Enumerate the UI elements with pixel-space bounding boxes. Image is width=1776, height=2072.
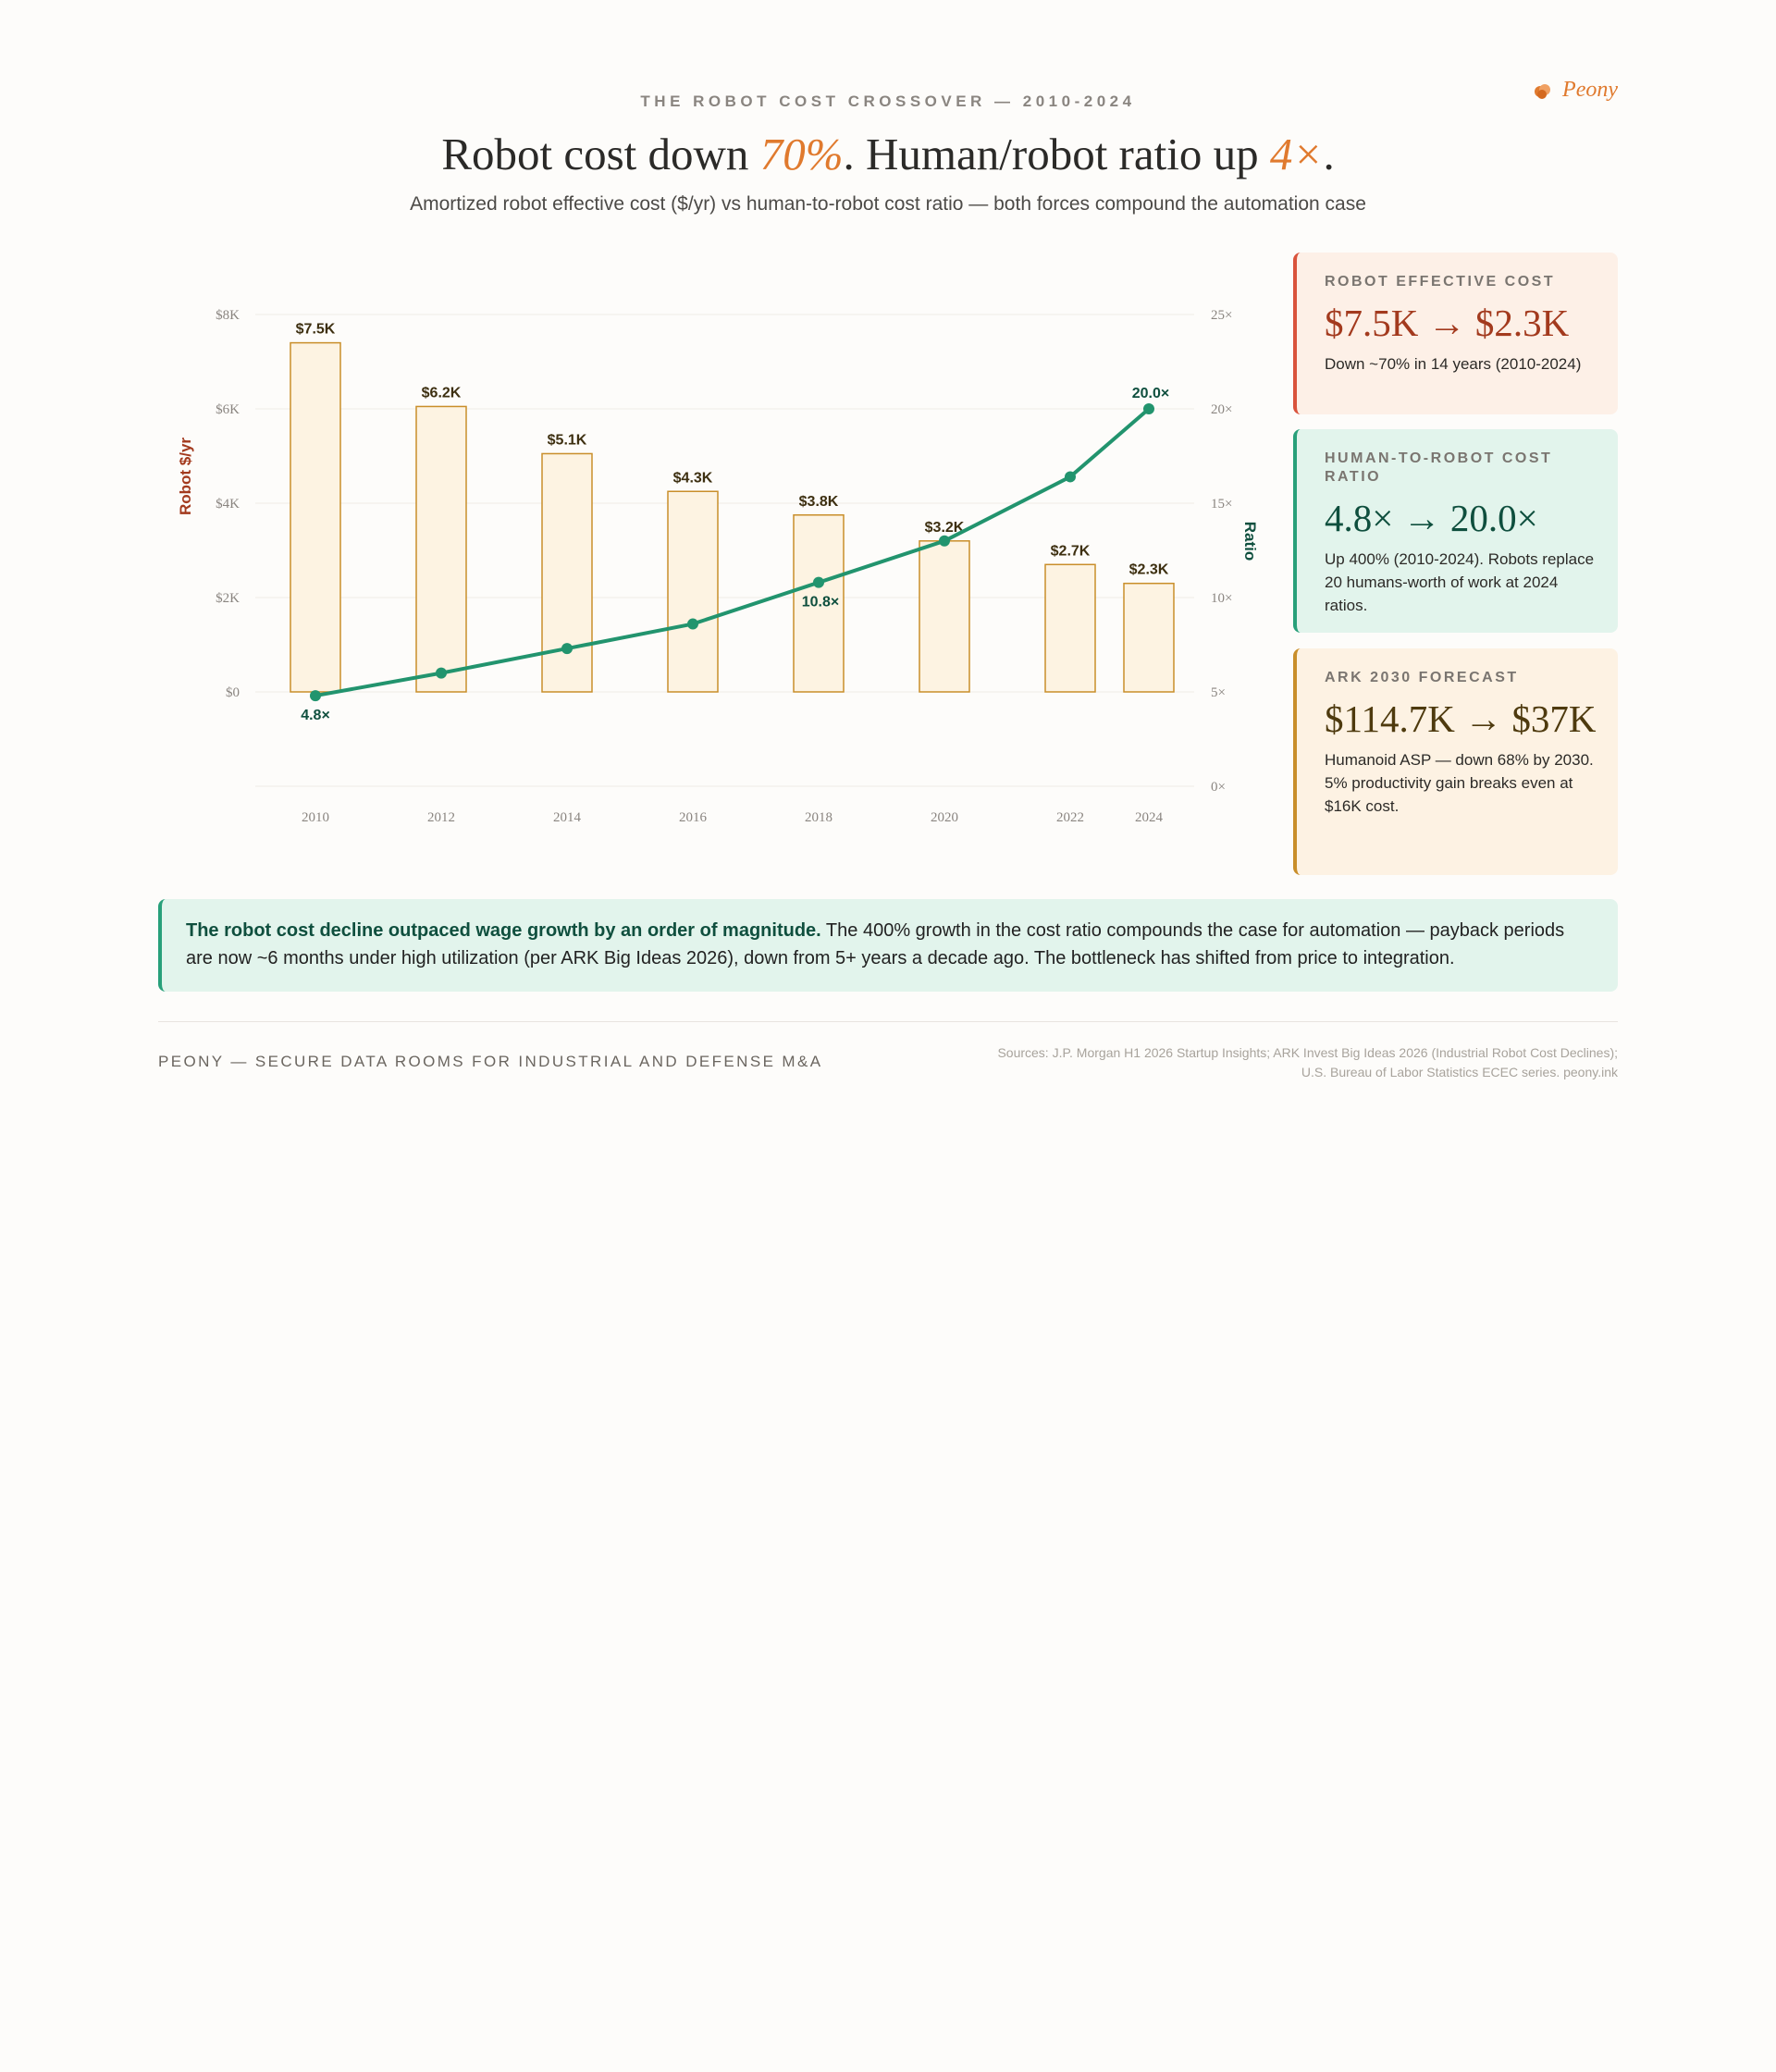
- y-left-tick-label: $6K: [216, 402, 240, 417]
- ratio-point-label: 10.8×: [801, 594, 840, 610]
- footer-divider: [158, 1021, 1618, 1022]
- insight-bold: The robot cost decline outpaced wage growth by an order of magnitude.: [186, 920, 821, 941]
- bar-value-label: $3.2K: [924, 519, 965, 536]
- card-ark-forecast: [1293, 648, 1618, 875]
- card-robot-effective-cost: [1293, 253, 1618, 414]
- bar: [1124, 584, 1174, 692]
- bar: [1045, 564, 1095, 692]
- x-tick-label: 2018: [805, 810, 832, 825]
- sources-line-2: U.S. Bureau of Labor Statistics ECEC series. peony.ink: [1301, 1065, 1618, 1079]
- ratio-point: [687, 619, 698, 630]
- y-left-tick-label: $4K: [216, 497, 240, 512]
- bar: [542, 453, 592, 692]
- card-value: $114.7K → $37K: [1325, 697, 1597, 740]
- footer-sources: [896, 1043, 1618, 1082]
- y-right-tick-label: 10×: [1211, 591, 1233, 606]
- footer-tagline: PEONY — SECURE DATA ROOMS FOR INDUSTRIAL AND DEFENSE M&A: [158, 1053, 823, 1070]
- bar-value-label: $2.3K: [1128, 561, 1169, 578]
- card-value: $7.5K → $2.3K: [1325, 302, 1570, 344]
- card-cost-ratio: [1293, 429, 1618, 633]
- subtitle: Amortized robot effective cost ($/yr) vs human-to-robot cost ratio — both forces compound the automation case: [410, 193, 1366, 215]
- x-tick-label: 2010: [302, 810, 329, 825]
- y-left-tick-label: $8K: [216, 308, 240, 323]
- bar-value-label: $6.2K: [421, 385, 462, 401]
- y-right-tick-label: 20×: [1211, 402, 1233, 417]
- bar-value-label: $2.7K: [1050, 543, 1091, 560]
- title-highlight-1: 70%: [759, 129, 844, 179]
- sources-line-1: Sources: J.P. Morgan H1 2026 Startup Insights; ARK Invest Big Ideas 2026 (Industrial Robot Cost Declines);: [997, 1045, 1618, 1060]
- x-tick-label: 2020: [931, 810, 958, 825]
- x-tick-label: 2014: [553, 810, 581, 825]
- card-key: ROBOT EFFECTIVE COST: [1325, 274, 1556, 290]
- bar: [290, 343, 340, 692]
- card-value: 4.8× → 20.0×: [1325, 497, 1538, 539]
- y-right-tick-label: 15×: [1211, 497, 1233, 512]
- bar-value-label: $4.3K: [672, 470, 713, 487]
- title-part-3: .: [1323, 129, 1335, 179]
- card-key: ARK 2030 FORECAST: [1325, 670, 1519, 685]
- card-description: Humanoid ASP — down 68% by 2030. 5% productivity gain breaks even at $16K cost.: [1325, 751, 1594, 815]
- y-right-axis-title: Ratio: [1241, 521, 1259, 561]
- ratio-point: [939, 536, 950, 547]
- x-tick-label: 2022: [1056, 810, 1084, 825]
- bar: [668, 491, 718, 692]
- y-right-tick-label: 5×: [1211, 685, 1226, 700]
- ratio-point: [1143, 403, 1154, 414]
- bar-value-label: $7.5K: [295, 321, 336, 338]
- bar: [919, 541, 969, 692]
- card-description: Up 400% (2010-2024). Robots replace 20 humans-worth of work at 2024 ratios.: [1325, 550, 1595, 614]
- y-left-axis-title: Robot $/yr: [177, 437, 194, 516]
- ratio-point: [310, 690, 321, 701]
- y-right-tick-label: 0×: [1211, 780, 1226, 795]
- cost-ratio-chart: [158, 259, 1268, 851]
- ratio-point: [561, 643, 573, 654]
- bar: [416, 406, 466, 692]
- card-description: Down ~70% in 14 years (2010-2024): [1325, 355, 1582, 373]
- title-part-2: . Human/robot ratio up: [843, 129, 1270, 179]
- x-tick-label: 2024: [1135, 810, 1163, 825]
- ratio-point-label: 20.0×: [1131, 386, 1170, 401]
- bar-value-label: $5.1K: [547, 432, 587, 449]
- x-tick-label: 2016: [679, 810, 707, 825]
- bar-value-label: $3.8K: [798, 493, 839, 510]
- insight-callout: [158, 899, 1618, 992]
- brand-name: Peony: [1562, 78, 1618, 102]
- card-key: HUMAN-TO-ROBOT COST RATIO: [1325, 450, 1553, 485]
- x-tick-label: 2012: [427, 810, 455, 825]
- y-right-tick-label: 25×: [1211, 308, 1233, 323]
- title-highlight-2: 4×: [1269, 129, 1324, 179]
- page-title: [158, 128, 1618, 180]
- y-left-tick-label: $2K: [216, 591, 240, 606]
- eyebrow: THE ROBOT COST CROSSOVER — 2010-2024: [640, 92, 1136, 110]
- ratio-point-label: 4.8×: [301, 708, 330, 724]
- insight-text: The 400% growth in the cost ratio compounds the case for automation — payback periods are now ~6 months under high utilization (per ARK Big Ideas 2026), down from 5+ years a decade ago. The bottleneck has shifted from price to integration.: [186, 920, 1565, 968]
- title-part-1: Robot cost down: [441, 129, 760, 179]
- ratio-point: [436, 668, 447, 679]
- ratio-point: [1065, 471, 1076, 482]
- ratio-point: [813, 577, 824, 588]
- y-left-tick-label: $0: [226, 685, 240, 700]
